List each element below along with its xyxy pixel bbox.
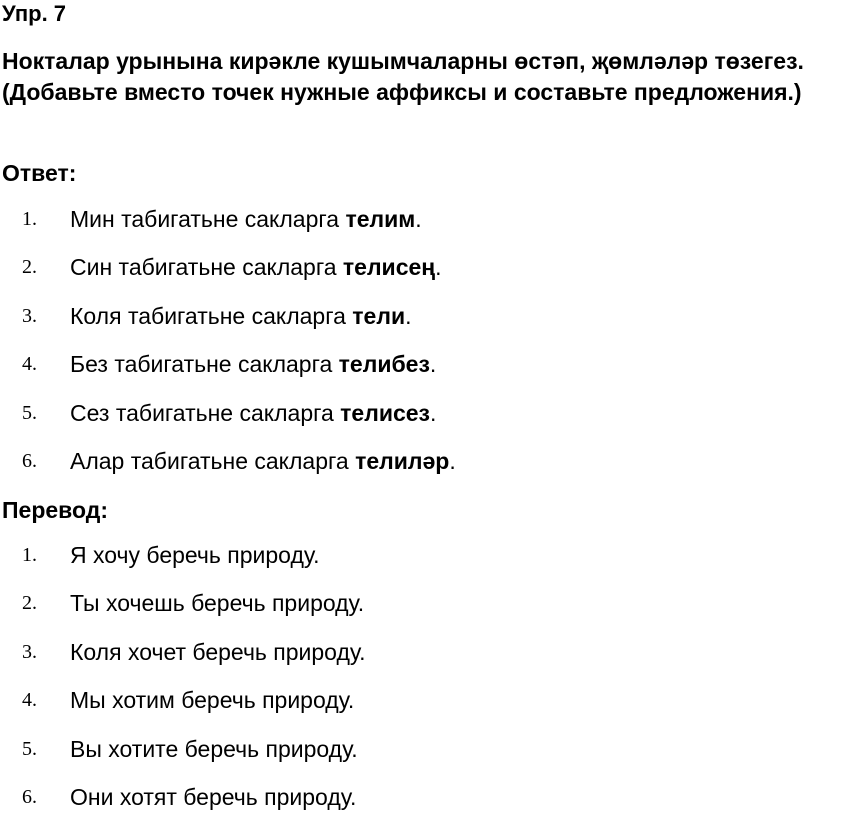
answer-punctuation: . [430,399,437,426]
answer-text [70,347,436,381]
answer-heading: Ответ: [2,160,77,186]
answer-text [70,396,436,430]
translation-text: Я хочу беречь природу. [70,542,320,568]
exercise-number: Упр. 7 [2,1,67,26]
translation-heading: Перевод: [2,497,109,523]
item-number: 6. [22,785,37,808]
translation-item [0,732,856,780]
answer-item [0,396,856,444]
item-number: 5. [22,737,37,760]
answer-punctuation: . [405,302,412,329]
answer-verb: телисез [340,399,430,426]
translation-item [0,635,856,683]
answer-verb: тели [352,302,406,329]
answer-verb: телибез [338,351,430,378]
answer-text [70,444,456,478]
item-number: 4. [22,353,37,376]
answer-item [0,202,856,250]
translation-list [0,538,856,828]
answer-text [70,202,422,236]
answer-item [0,250,856,298]
answer-verb: телим [345,206,416,232]
answer-sentence: Без табигатьне сакларга [70,351,339,378]
item-number: 3. [22,304,37,327]
answer-punctuation: . [429,351,437,378]
translation-item [0,780,856,828]
item-number: 1. [22,208,37,230]
translation-text: Они хотят беречь природу. [70,783,357,810]
answer-text [70,250,442,284]
answer-sentence: Сез табигатьне сакларга [70,399,341,426]
translation-item [0,586,856,634]
item-number: 2. [22,592,37,615]
item-number: 5. [22,401,37,424]
answer-sentence: Син табигатьне сакларга [70,254,343,281]
item-number: 3. [22,640,37,663]
item-number: 4. [22,689,37,712]
answer-item [0,444,856,492]
answer-sentence: Коля табигатьне сакларга [70,302,353,329]
translation-text: Мы хотим беречь природу. [70,687,355,714]
item-number: 2. [22,256,37,279]
answer-item [0,347,856,395]
answer-sentence: Алар табигатьне сакларга [70,447,356,474]
answer-item [0,299,856,347]
answer-text [70,299,412,333]
answer-punctuation: . [435,254,442,281]
task-instruction: Ноктaлар урынына кирәкле кушымчаларны өстәп, җөмләләр төзегез. (Добавьте вместо точек нужные аффиксы и составьте предложения.) [2,48,804,105]
answer-verb: телисең [342,254,436,281]
translation-text: Вы хотите беречь природу. [70,735,358,762]
answer-punctuation: . [415,206,422,232]
item-number: 6. [22,449,37,472]
answer-verb: телиләр [355,447,450,474]
answer-list [0,202,856,492]
answer-sentence: Мин табигатьне сакларга [70,206,346,232]
translation-item [0,683,856,731]
translation-text: Коля хочет беречь природу. [70,638,366,665]
translation-text: Ты хочешь беречь природу. [70,590,365,617]
translation-item [0,538,856,586]
answer-punctuation: . [449,447,456,474]
item-number: 1. [22,544,37,566]
